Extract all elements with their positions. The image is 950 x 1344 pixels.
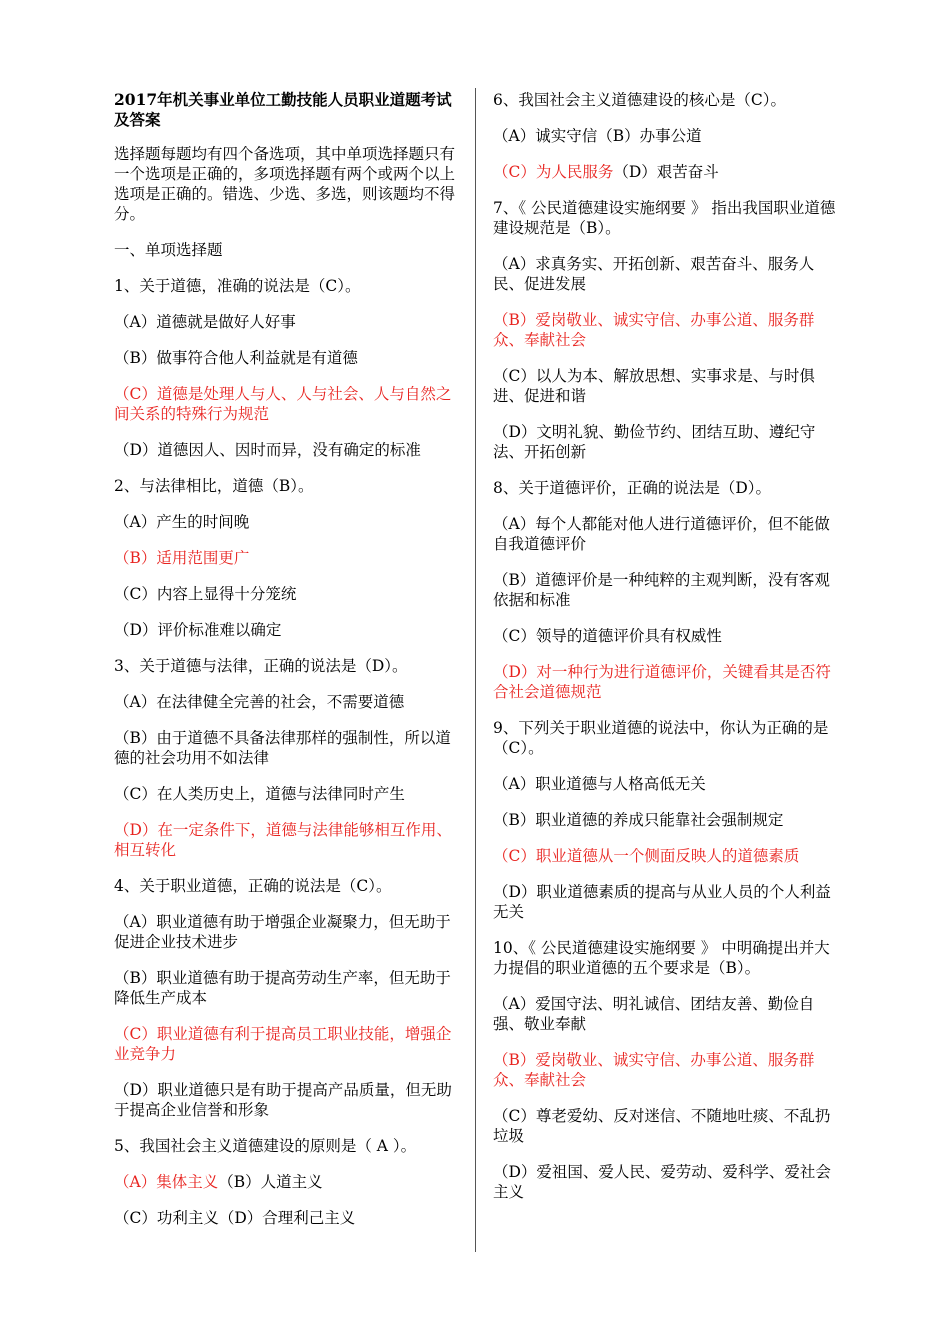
option-9b: （B）职业道德的养成只能靠社会强制规定 (493, 811, 784, 829)
option-1c-answer: （C）道德是处理人与人、人与社会、人与自然之间关系的特殊行为规范 (114, 385, 452, 423)
option-5a-answer: （A）集体主义 (114, 1173, 219, 1191)
option-9a: （A）职业道德与人格高低无关 (493, 775, 706, 793)
option-4c-answer: （C）职业道德有利于提高员工职业技能，增强企业竞争力 (114, 1025, 452, 1063)
option-7d: （D）文明礼貌、勤俭节约、团结互助、遵纪守法、开拓创新 (493, 423, 816, 461)
question-1: 1、关于道德，准确的说法是（C）。 (114, 277, 361, 295)
option-2d: （D）评价标准难以确定 (114, 621, 282, 639)
question-4: 4、关于职业道德，正确的说法是（C）。 (114, 877, 392, 895)
option-4a: （A）职业道德有助于增强企业凝聚力，但无助于促进企业技术进步 (114, 913, 451, 951)
option-10c: （C）尊老爱幼、反对迷信、不随地吐痰、不乱扔垃圾 (493, 1107, 831, 1145)
option-5b: （B）人道主义 (218, 1173, 323, 1191)
option-3b: （B）由于道德不具备法律那样的强制性，所以道德的社会功用不如法律 (114, 729, 451, 767)
option-7b-answer: （B）爱岗敬业、诚实守信、办事公道、服务群众、奉献社会 (493, 311, 815, 349)
question-2: 2、与法律相比，道德（B）。 (114, 477, 314, 495)
option-1a: （A）道德就是做好人好事 (114, 313, 296, 331)
option-3c: （C）在人类历史上，道德与法律同时产生 (114, 785, 405, 803)
option-7a: （A）求真务实、开拓创新、艰苦奋斗、服务人民、促进发展 (493, 255, 815, 293)
question-6: 6、我国社会主义道德建设的核心是（C）。 (493, 91, 786, 109)
question-8: 8、关于道德评价，正确的说法是（D）。 (493, 479, 772, 497)
column-divider (475, 88, 476, 1252)
option-2a: （A）产生的时间晚 (114, 513, 250, 531)
option-4d: （D）职业道德只是有助于提高产品质量，但无助于提高企业信誉和形象 (114, 1081, 452, 1119)
question-10: 10、《 公民道德建设实施纲要 》 中明确提出并大力提倡的职业道德的五个要求是（B）。 (493, 939, 830, 977)
question-9: 9、下列关于职业道德的说法中，你认为正确的是（C）。 (493, 719, 829, 757)
option-8d-answer: （D）对一种行为进行道德评价，关键看其是否符合社会道德规范 (493, 663, 831, 701)
option-1d: （D）道德因人、因时而异，没有确定的标准 (114, 441, 421, 459)
intro-paragraph: 选择题每题均有四个备选项，其中单项选择题只有一个选项是正确的，多项选择题有两个或两个以上选项是正确的。错选、少选、多选，则该题均不得分。 (114, 145, 456, 223)
option-5cd: （C）功利主义（D）合理利己主义 (114, 1209, 356, 1227)
option-1b: （B）做事符合他人利益就是有道德 (114, 349, 358, 367)
option-10b-answer: （B）爱岗敬业、诚实守信、办事公道、服务群众、奉献社会 (493, 1051, 815, 1089)
question-7: 7、《 公民道德建设实施纲要 》 指出我国职业道德建设规范是（B）。 (493, 199, 836, 237)
document-title: 2017年机关事业单位工勤技能人员职业道题考试及答案 (114, 90, 452, 129)
option-4b: （B）职业道德有助于提高劳动生产率，但无助于降低生产成本 (114, 969, 451, 1007)
option-6ab: （A）诚实守信（B）办事公道 (493, 127, 702, 145)
option-7c: （C）以人为本、解放思想、实事求是、与时俱进、促进和谐 (493, 367, 815, 405)
option-10a: （A）爱国守法、明礼诚信、团结友善、勤俭自强、敬业奉献 (493, 995, 815, 1033)
option-6d: （D）艰苦奋斗 (613, 163, 719, 181)
option-9c-answer: （C）职业道德从一个侧面反映人的道德素质 (493, 847, 800, 865)
option-6c-answer: （C）为人民服务 (493, 163, 614, 181)
option-9d: （D）职业道德素质的提高与从业人员的个人利益无关 (493, 883, 831, 921)
option-6cd (493, 162, 838, 182)
option-8c: （C）领导的道德评价具有权威性 (493, 627, 722, 645)
option-3a: （A）在法律健全完善的社会，不需要道德 (114, 693, 405, 711)
option-10d: （D）爱祖国、爱人民、爱劳动、爱科学、爱社会主义 (493, 1163, 831, 1201)
section-heading: 一、单项选择题 (114, 241, 223, 259)
option-2c: （C）内容上显得十分笼统 (114, 585, 297, 603)
right-column (493, 90, 838, 1218)
question-5: 5、我国社会主义道德建设的原则是（ A ）。 (114, 1137, 417, 1155)
option-3d-answer: （D）在一定条件下，道德与法律能够相互作用、相互转化 (114, 821, 452, 859)
option-2b-answer: （B）适用范围更广 (114, 549, 250, 567)
option-8b: （B）道德评价是一种纯粹的主观判断，没有客观依据和标准 (493, 571, 830, 609)
option-8a: （A）每个人都能对他人进行道德评价，但不能做自我道德评价 (493, 515, 830, 553)
left-column (114, 90, 460, 1244)
question-3: 3、关于道德与法律，正确的说法是（D）。 (114, 657, 408, 675)
option-5ab (114, 1172, 460, 1192)
